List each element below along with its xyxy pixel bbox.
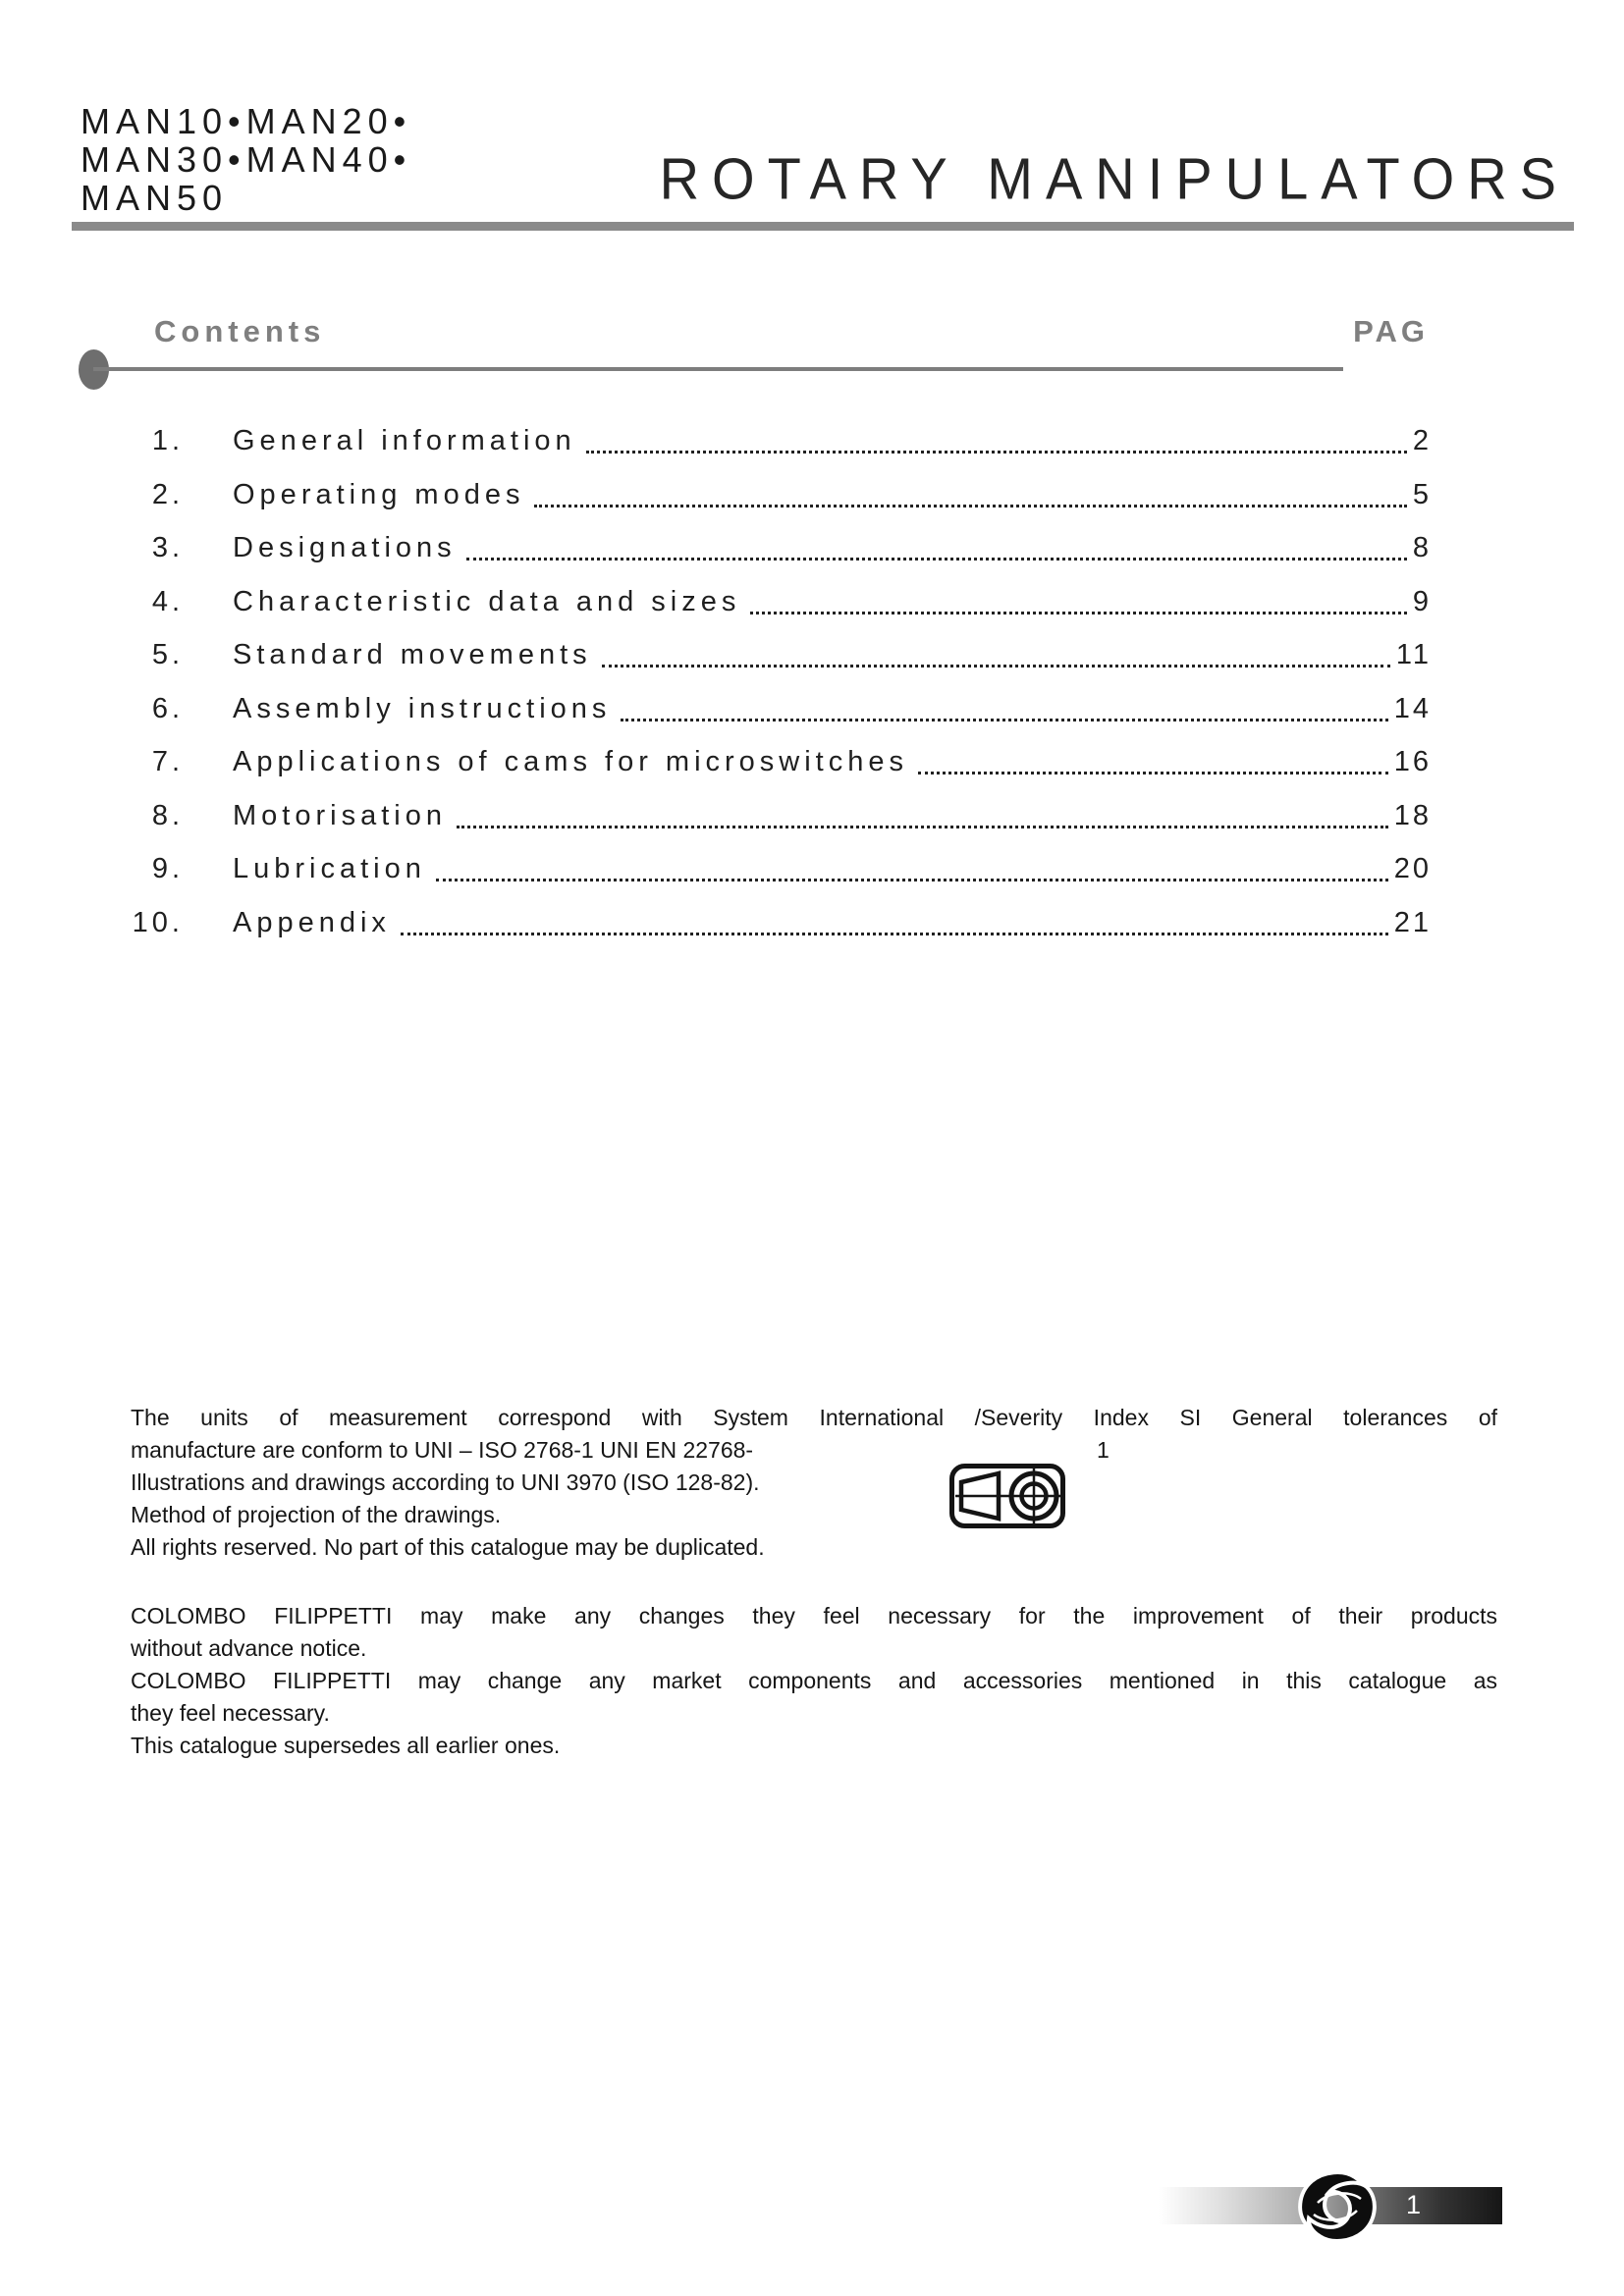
dot-leader: [918, 745, 1388, 774]
product-codes-line: MAN30•MAN40•: [81, 139, 412, 180]
toc-row: [125, 906, 1432, 960]
toc-label: Characteristic data and sizes: [233, 585, 741, 617]
notes-line: This catalogue supersedes all earlier ones.: [131, 1733, 561, 1758]
toc-number: 3.: [151, 532, 184, 563]
toc-page-number: 2: [1412, 425, 1432, 456]
toc-row: [125, 585, 1432, 639]
dot-leader: [436, 852, 1388, 881]
toc-number: 7.: [151, 746, 184, 777]
contents-divider: [93, 367, 1343, 371]
toc-label: Standard movements: [233, 639, 592, 670]
notes-line: Method of projection of the drawings.: [131, 1502, 502, 1527]
notes-line: COLOMBO FILIPPETTI may change any market components and accessories mentioned in this catalogue as: [131, 1668, 1497, 1693]
notes-line: they feel necessary.: [131, 1700, 330, 1726]
notes-line: All rights reserved. No part of this catalogue may be duplicated.: [131, 1534, 765, 1560]
toc-number: 5.: [151, 639, 184, 670]
notes-paragraph-legal: [131, 1600, 1497, 1762]
toc-page-number: 21: [1393, 906, 1432, 938]
toc-label: General information: [233, 425, 576, 456]
colombo-filippetti-logo-icon: [1294, 2165, 1380, 2248]
notes-line: Illustrations and drawings according to UNI 3970 (ISO 128-82).: [131, 1469, 760, 1495]
toc-row: [125, 478, 1432, 532]
tolerance-suffix: 1: [1097, 1437, 1110, 1463]
toc-row: [125, 799, 1432, 853]
dot-leader: [602, 638, 1390, 667]
notes-line: The units of measurement correspond with System International /Severity Index SI General tolerances of: [131, 1405, 1497, 1430]
toc-row: [125, 852, 1432, 906]
toc-page-number: 5: [1412, 478, 1432, 510]
toc-number: 4.: [151, 585, 184, 617]
product-codes-line: MAN50: [81, 178, 229, 218]
first-angle-projection-icon: [949, 1464, 1065, 1528]
dot-leader: [750, 585, 1407, 614]
toc-number: 9.: [151, 853, 184, 884]
notes-line-text: manufacture are conform to UNI – ISO 2768-1 UNI EN 22768-: [131, 1437, 754, 1463]
toc-page-number: 8: [1412, 532, 1432, 563]
toc-number: 6.: [151, 692, 184, 724]
toc-row: [125, 692, 1432, 746]
dot-leader: [401, 906, 1388, 935]
toc-label: Appendix: [233, 906, 391, 938]
toc-label: Lubrication: [233, 853, 426, 884]
toc-page-number: 16: [1393, 746, 1432, 777]
toc-page-number: 20: [1393, 853, 1432, 884]
header-divider: [72, 222, 1574, 231]
toc-page-number: 14: [1393, 692, 1432, 724]
toc-number: 1.: [151, 425, 184, 456]
toc-label: Assembly instructions: [233, 692, 612, 724]
notes-paragraph-standards: [131, 1402, 1497, 1564]
product-codes-line: MAN10•MAN20•: [81, 101, 412, 141]
product-codes: [81, 102, 411, 217]
contents-heading: Contents: [154, 314, 326, 348]
toc-row: [125, 531, 1432, 585]
table-of-contents: [125, 424, 1432, 959]
footer-page-number: 1: [1406, 2190, 1423, 2219]
toc-number: 2.: [151, 478, 184, 510]
notes-line: [131, 1434, 1497, 1467]
notes-line: COLOMBO FILIPPETTI may make any changes they feel necessary for the improvement of their products: [131, 1603, 1497, 1629]
toc-page-number: 11: [1395, 639, 1432, 670]
dot-leader: [457, 799, 1388, 828]
page-title: ROTARY MANIPULATORS: [659, 145, 1569, 212]
toc-label: Designations: [233, 532, 457, 563]
notes-line: without advance notice.: [131, 1635, 367, 1661]
toc-row: [125, 424, 1432, 478]
page-column-label: PAG: [1353, 314, 1429, 348]
toc-row: [125, 638, 1432, 692]
toc-page-number: 18: [1393, 799, 1432, 831]
dot-leader: [466, 531, 1407, 561]
toc-number: 8.: [151, 799, 184, 831]
toc-page-number: 9: [1412, 585, 1432, 617]
toc-label: Motorisation: [233, 799, 447, 831]
dot-leader: [621, 692, 1387, 721]
toc-label: Applications of cams for microswitches: [233, 746, 908, 777]
toc-label: Operating modes: [233, 478, 525, 510]
toc-row: [125, 745, 1432, 799]
dot-leader: [586, 424, 1407, 454]
toc-number: 10.: [132, 906, 184, 938]
dot-leader: [534, 478, 1406, 507]
